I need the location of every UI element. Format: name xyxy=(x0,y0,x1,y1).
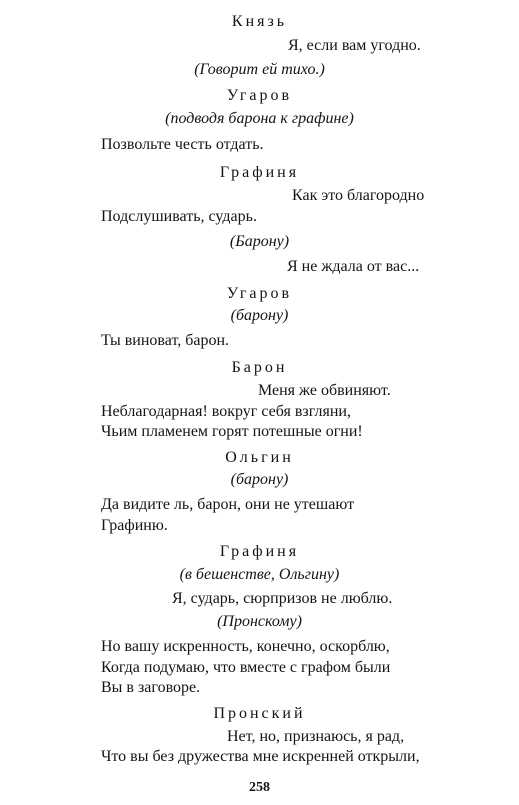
verse-line: Неблагодарная! вокруг себя взгляни, xyxy=(101,403,351,420)
verse-line: Нет, но, признаюсь, я рад, xyxy=(227,728,405,745)
stage-direction: (барону) xyxy=(230,471,289,488)
verse-line: Что вы без дружества мне искренней открыли, xyxy=(101,748,420,765)
verse-line: Но вашу искренность, конечно, оскорблю, xyxy=(101,638,390,655)
speaker-name: Угаров xyxy=(226,87,293,104)
verse-line: Я не ждала от вас... xyxy=(287,258,420,275)
verse-line: Да видите ль, барон, они не утешают xyxy=(101,496,355,513)
verse-line: Меня же обвиняют. xyxy=(258,382,391,399)
stage-direction: (подводя барона к графине) xyxy=(165,110,354,127)
speaker-name: Ольгин xyxy=(225,449,294,466)
stage-direction: (в бешенстве, Ольгину) xyxy=(179,566,340,583)
speaker-name: Пронский xyxy=(213,705,306,722)
verse-line: Как это благородно xyxy=(292,187,425,204)
verse-line: Подслушивать, сударь. xyxy=(101,208,257,225)
speaker-name: Угаров xyxy=(226,285,293,302)
stage-direction: (Пронскому) xyxy=(217,613,302,630)
stage-direction: (барону) xyxy=(230,307,289,324)
speaker-name: Князь xyxy=(231,13,288,30)
verse-line: Я, если вам угодно. xyxy=(288,37,421,54)
verse-line: Когда подумаю, что вместе с графом были xyxy=(101,659,391,676)
stage-direction: (Барону) xyxy=(229,233,290,250)
verse-line: Вы в заговоре. xyxy=(101,679,201,696)
verse-line: Чьим пламенем горят потешные огни! xyxy=(101,423,363,440)
verse-line: Графиню. xyxy=(101,517,168,534)
page-number: 258 xyxy=(249,780,270,795)
verse-line: Ты виноват, барон. xyxy=(101,332,230,349)
speaker-name: Барон xyxy=(231,359,288,376)
speaker-name: Графиня xyxy=(219,543,300,560)
stage-direction: (Говорит ей тихо.) xyxy=(194,61,325,78)
verse-line: Позвольте честь отдать. xyxy=(101,136,264,153)
speaker-name: Графиня xyxy=(219,164,300,181)
verse-line: Я, сударь, сюрпризов не люблю. xyxy=(172,590,393,607)
